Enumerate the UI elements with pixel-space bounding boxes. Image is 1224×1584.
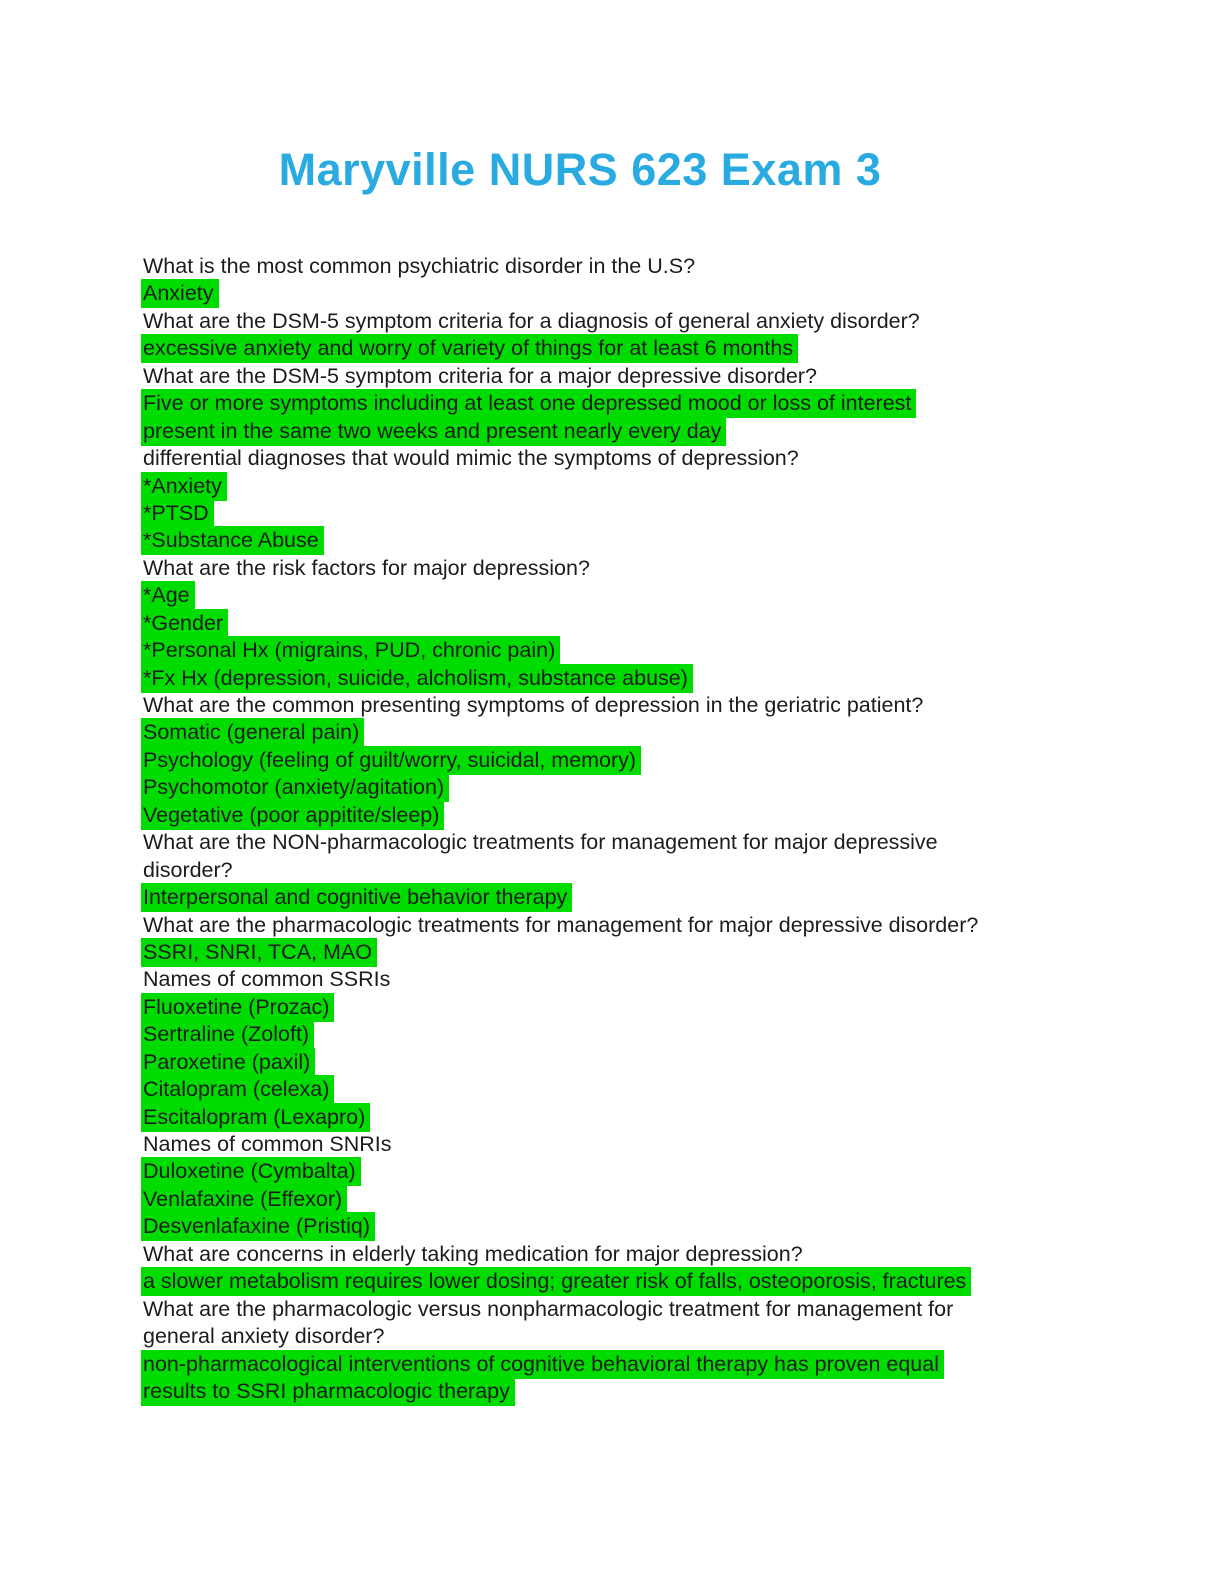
highlighted-answer-text: Citalopram (celexa) (141, 1075, 334, 1104)
question-text: Names of common SSRIs (143, 967, 391, 992)
document-body (143, 253, 1184, 1405)
highlighted-answer-text: Psychomotor (anxiety/agitation) (141, 773, 449, 802)
document-title: Maryville NURS 623 Exam 3 (278, 144, 882, 195)
highlighted-answer-text: Vegetative (poor appitite/sleep) (141, 801, 444, 830)
highlighted-answer-text: *Fx Hx (depression, suicide, alcholism, substance abuse) (141, 664, 693, 693)
answer-line (143, 1158, 1184, 1185)
question-text: What are the pharmacologic treatments for management for major depressive disorder? (143, 912, 979, 937)
question-line (143, 1323, 1184, 1350)
highlighted-answer-text: results to SSRI pharmacologic therapy (141, 1377, 515, 1406)
highlighted-answer-text: *Gender (141, 609, 228, 638)
answer-line (143, 1076, 1184, 1103)
highlighted-answer-text: present in the same two weeks and present nearly every day (141, 417, 726, 446)
answer-line (143, 418, 1184, 445)
question-line (143, 829, 1184, 856)
question-text: disorder? (143, 857, 233, 882)
question-line (143, 363, 1184, 390)
question-line (143, 1241, 1184, 1268)
question-text: differential diagnoses that would mimic the symptoms of depression? (143, 446, 799, 471)
highlighted-answer-text: Fluoxetine (Prozac) (141, 993, 334, 1022)
answer-line (143, 335, 1184, 362)
question-text: What are the DSM-5 symptom criteria for a major depressive disorder? (143, 363, 817, 388)
question-line (143, 445, 1184, 472)
question-text: general anxiety disorder? (143, 1324, 385, 1349)
highlighted-answer-text: Anxiety (141, 279, 219, 308)
highlighted-answer-text: Somatic (general pain) (141, 718, 364, 747)
question-line (143, 912, 1184, 939)
answer-line (143, 884, 1184, 911)
answer-line (143, 719, 1184, 746)
highlighted-answer-text: SSRI, SNRI, TCA, MAO (141, 938, 377, 967)
answer-line (143, 1021, 1184, 1048)
answer-line (143, 747, 1184, 774)
answer-line (143, 610, 1184, 637)
highlighted-answer-text: *Personal Hx (migrains, PUD, chronic pain) (141, 636, 560, 665)
question-line (143, 692, 1184, 719)
highlighted-answer-text: *Age (141, 581, 195, 610)
answer-line (143, 802, 1184, 829)
highlighted-answer-text: Interpersonal and cognitive behavior therapy (141, 883, 572, 912)
highlighted-answer-text: non-pharmacological interventions of cognitive behavioral therapy has proven equal (141, 1350, 944, 1379)
question-line (143, 1131, 1184, 1158)
highlighted-answer-text: Duloxetine (Cymbalta) (141, 1157, 361, 1186)
answer-line (143, 280, 1184, 307)
answer-line (143, 774, 1184, 801)
answer-line (143, 582, 1184, 609)
highlighted-answer-text: Psychology (feeling of guilt/worry, suicidal, memory) (141, 746, 641, 775)
highlighted-answer-text: *PTSD (141, 499, 214, 528)
highlighted-answer-text: Venlafaxine (Effexor) (141, 1185, 347, 1214)
highlighted-answer-text: Paroxetine (paxil) (141, 1048, 315, 1077)
answer-line (143, 1049, 1184, 1076)
question-line (143, 1296, 1184, 1323)
answer-line (143, 1186, 1184, 1213)
question-text: What are concerns in elderly taking medication for major depression? (143, 1241, 803, 1266)
answer-line (143, 637, 1184, 664)
answer-line (143, 994, 1184, 1021)
answer-line (143, 939, 1184, 966)
answer-line (143, 500, 1184, 527)
question-text: What are the risk factors for major depression? (143, 555, 590, 580)
question-line (143, 555, 1184, 582)
highlighted-answer-text: Escitalopram (Lexapro) (141, 1103, 370, 1132)
highlighted-answer-text: Desvenlafaxine (Pristiq) (141, 1212, 375, 1241)
answer-line (143, 527, 1184, 554)
answer-line (143, 1213, 1184, 1240)
answer-line (143, 665, 1184, 692)
highlighted-answer-text: a slower metabolism requires lower dosing; greater risk of falls, osteoporosis, fractures (141, 1267, 971, 1296)
answer-line (143, 1351, 1184, 1378)
highlighted-answer-text: *Anxiety (141, 472, 227, 501)
question-line (143, 253, 1184, 280)
answer-line (143, 1378, 1184, 1405)
question-text: What is the most common psychiatric disorder in the U.S? (143, 254, 696, 278)
highlighted-answer-text: excessive anxiety and worry of variety of things for at least 6 months (141, 334, 798, 363)
answer-line (143, 1104, 1184, 1131)
highlighted-answer-text: *Substance Abuse (141, 526, 324, 555)
highlighted-answer-text: Sertraline (Zoloft) (141, 1020, 314, 1049)
question-text: What are the pharmacologic versus nonpharmacologic treatment for management for (143, 1296, 954, 1321)
question-line (143, 966, 1184, 993)
question-line (143, 857, 1184, 884)
question-text: Names of common SNRIs (143, 1132, 392, 1156)
answer-line (143, 1268, 1184, 1295)
question-line (143, 308, 1184, 335)
question-text: What are the common presenting symptoms of depression in the geriatric patient? (143, 693, 924, 717)
answer-line (143, 390, 1184, 417)
question-text: What are the DSM-5 symptom criteria for a diagnosis of general anxiety disorder? (143, 308, 920, 333)
answer-line (143, 473, 1184, 500)
highlighted-answer-text: Five or more symptoms including at least one depressed mood or loss of interest (141, 389, 916, 418)
question-text: What are the NON-pharmacologic treatments for management for major depressive (143, 830, 938, 855)
